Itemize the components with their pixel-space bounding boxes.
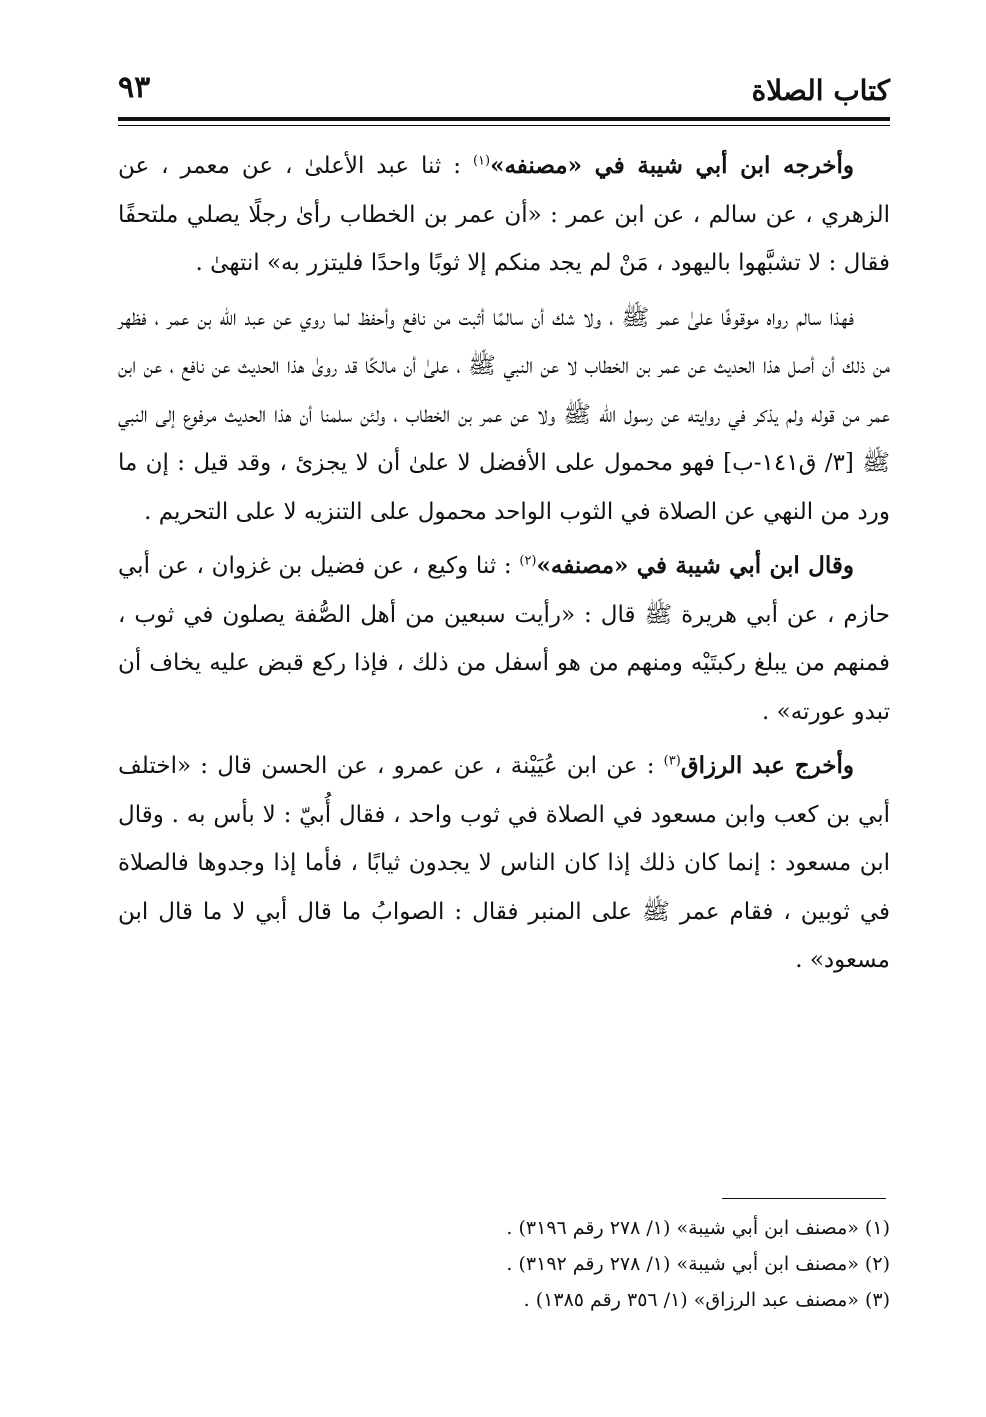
page-header xyxy=(118,64,890,116)
chapter-title: كتاب الصلاة xyxy=(751,74,890,107)
footnotes xyxy=(118,1210,890,1318)
paragraph xyxy=(118,142,890,288)
footnote-ref: (١) xyxy=(472,153,491,169)
paragraph xyxy=(118,294,890,537)
footnote-separator xyxy=(722,1198,886,1199)
paragraph-lead: وأخرج عبد الرزاق xyxy=(680,752,855,779)
paragraph-text: : ثنا عبد الأعلىٰ ، عن معمر ، عن الزهري ، عن سالم ، عن ابن عمر : «أن عمر بن الخطاب رأىٰ رجلًا يصلي ملتحفًا فقال : لا تشبَّهوا باليهود ، مَنْ لم يجد منكم إلا ثوبًا واحدًا فليتزر به» انتهىٰ . xyxy=(118,153,890,276)
paragraph xyxy=(118,742,890,985)
header-rule xyxy=(118,117,890,121)
footnote: (٢) «مصنف ابن أبي شيبة» (١/ ٢٧٨ رقم ٣١٩٢) . xyxy=(506,1253,890,1275)
footnote-ref: (٢) xyxy=(519,553,537,569)
paragraph-text: فهذا سالم رواه موقوفًا علىٰ عمر ﷺ ، ولا شك أن سالمًا أثبت من نافع وأحفظ لما روي عن عبد الله بن عمر ، فظهر من ذلك أن أصل هذا الحديث عن عمر بن الخطاب لا عن النبي ﷺ ، علىٰ أن مالكًا قد روىٰ هذا الحديث عن نافع ، عن ابن عمر من قوله ولم يذكر في روايته عن رسول الله ﷺ ولا عن عمر بن الخطاب ، ولئن سلمنا أن هذا الحديث مرفوع إلى النبي ﷺ [٣/ ق١٤١-ب] فهو محمول على الأفضل لا علىٰ أن لا يجزئ ، وقد قيل : إن ما ورد من النهي عن الصلاة في الثوب الواحد محمول على التنزيه لا على التحريم . xyxy=(118,304,890,525)
footnote-ref: (٣) xyxy=(663,753,681,769)
main-text xyxy=(118,142,890,985)
footnote: (١) «مصنف ابن أبي شيبة» (١/ ٢٧٨ رقم ٣١٩٦) . xyxy=(506,1217,890,1239)
paragraph-text: : عن ابن عُيَيْنة ، عن عمرو ، عن الحسن قال : «اختلف أبي بن كعب وابن مسعود في الصلاة في ثوب واحد ، فقال أُبيّ : لا بأس به . وقال ابن مسعود : إنما كان ذلك إذا كان الناس لا يجدون ثيابًا ، فأما إذا وجدوها فالصلاة في ثوبين ، فقام عمر ﷺ على المنبر فقال : الصوابُ ما قال أبي لا ما قال ابن مسعود» . xyxy=(118,753,890,973)
paragraph xyxy=(118,542,890,736)
footnote: (٣) «مصنف عبد الرزاق» (١/ ٣٥٦ رقم ١٣٨٥) . xyxy=(523,1289,890,1311)
paragraph-text: : ثنا وكيع ، عن فضيل بن غزوان ، عن أبي حازم ، عن أبي هريرة ﷺ قال : «رأيت سبعين من أهل الصُّفة يصلون في ثوب ، فمنهم من يبلغ ركبتَيْه ومنهم من هو أسفل من ذلك ، فإذا ركع قبض عليه يخاف أن تبدو عورته» . xyxy=(118,553,890,725)
header-rule-thin xyxy=(118,125,890,126)
page-number: ٩٣ xyxy=(118,70,151,105)
paragraph-lead: وأخرجه ابن أبي شيبة في «مصنفه» xyxy=(490,152,854,179)
paragraph-lead: وقال ابن أبي شيبة في «مصنفه» xyxy=(536,552,854,579)
